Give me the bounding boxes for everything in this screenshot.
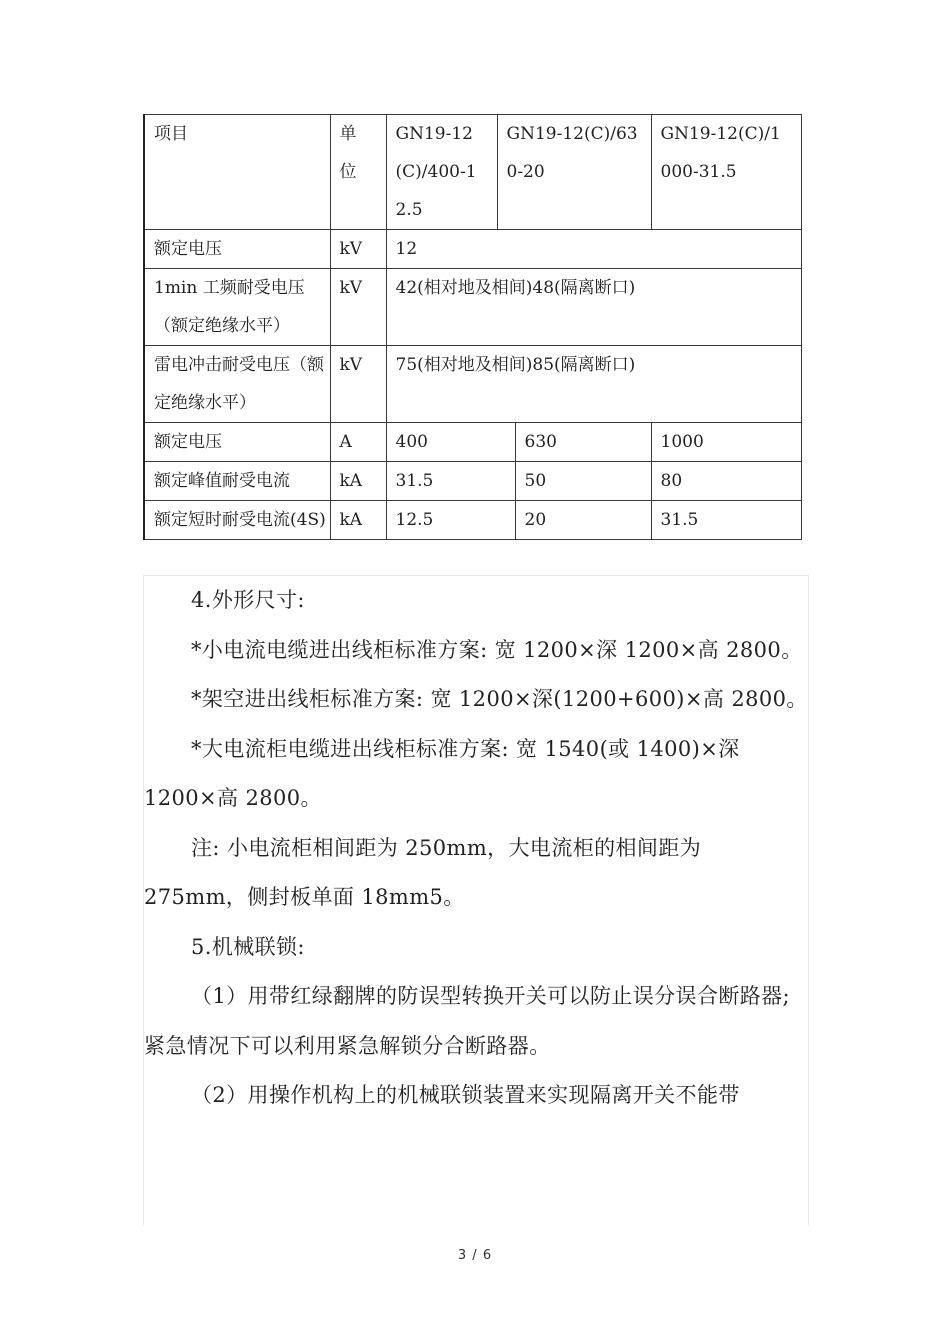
table-row [144,230,801,269]
row-unit: kA [330,501,386,540]
paragraph-note: 注: 小电流柜相间距为 250mm，大电流柜的相间距为 275mm，侧封板单面 18mm5。 [144,835,702,909]
row-name: 1min 工频耐受电压（额定绝缘水平） [144,269,330,346]
row-name: 雷电冲击耐受电压（额定绝缘水平） [144,346,330,423]
table-row [144,501,801,540]
row-value-1: 31.5 [386,462,515,501]
row-unit: A [330,423,386,462]
row-unit: kV [330,269,386,346]
row-name: 额定短时耐受电流(4S) [144,501,330,540]
row-value-3: 31.5 [651,501,801,540]
row-value-3: 80 [651,462,801,501]
table-row [144,462,801,501]
row-value-2: 20 [515,501,651,540]
row-unit: kA [330,462,386,501]
row-unit: kV [330,346,386,423]
table-header-row [144,115,801,230]
row-value-1: 12.5 [386,501,515,540]
row-value-2: 50 [515,462,651,501]
list-item-1: （1）用带红绿翻牌的防误型转换开关可以防止误分误合断路器;紧急情况下可以利用紧急解锁分合断路器。 [144,984,791,1058]
row-name: 额定峰值耐受电流 [144,462,330,501]
row-name: 额定电压 [144,230,330,269]
spec-table [143,114,802,540]
row-unit: kV [330,230,386,269]
row-name: 额定电压 [144,423,330,462]
page-indicator: 3 / 6 [457,1248,493,1263]
row-value-1: 400 [386,423,515,462]
list-item-2: （2）用操作机构上的机械联锁装置来实现隔离开关不能带 [191,1083,740,1107]
paragraph-large-current-scheme: *大电流柜电缆进出线柜标准方案: 宽 1540(或 1400)×深 1200×高 2800。 [144,736,740,810]
paragraph-small-current-scheme: *小电流电缆进出线柜标准方案: 宽 1200×深 1200×高 2800。 [191,637,803,662]
row-value-2: 630 [515,423,651,462]
body-text-block [143,575,809,1225]
paragraph-overhead-scheme: *架空进出线柜标准方案: 宽 1200×深(1200+600)×高 2800。 [191,687,808,711]
section-heading-interlock: 5.机械联锁: [191,934,305,959]
header-item: 项目 [144,115,330,230]
row-value: 12 [386,230,801,269]
header-model-3: GN19-12(C)/1000-31.5 [651,115,801,230]
header-unit: 单位 [330,115,386,230]
table-row [144,346,801,423]
row-value: 75(相对地及相间)85(隔离断口) [386,346,801,423]
header-model-1: GN19-12(C)/400-12.5 [386,115,497,230]
row-value: 42(相对地及相间)48(隔离断口) [386,269,801,346]
section-heading-dimensions: 4.外形尺寸: [191,588,305,612]
header-model-2: GN19-12(C)/630-20 [497,115,651,230]
table-row [144,423,801,462]
row-value-3: 1000 [651,423,801,462]
table-row [144,269,801,346]
